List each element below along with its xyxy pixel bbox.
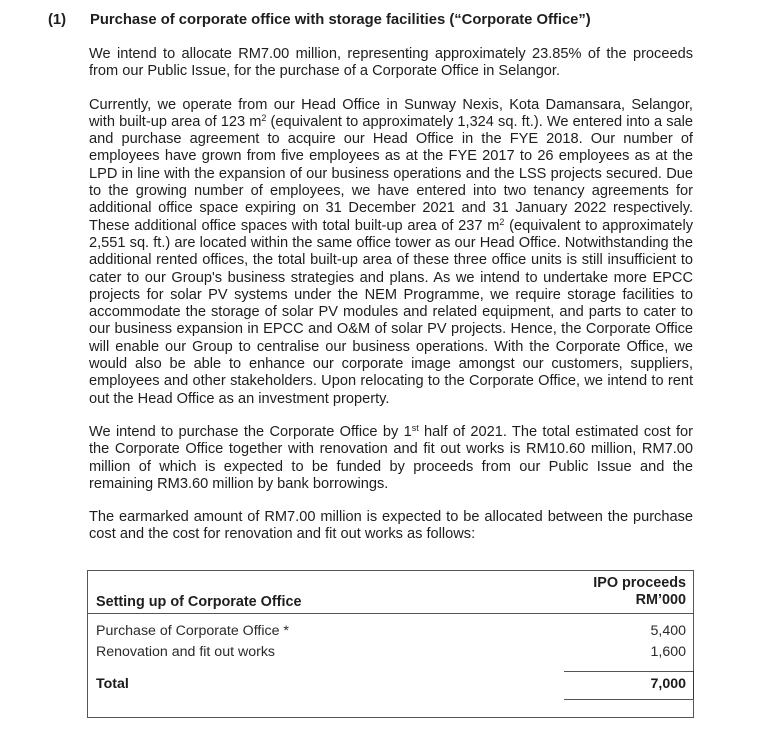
total-bottom-rule: [564, 699, 693, 700]
header-line-2: RM’000: [635, 592, 686, 608]
superscript: 2: [499, 216, 505, 227]
row-label: Renovation and fit out works: [96, 644, 276, 660]
header-divider: [88, 613, 693, 614]
total-top-rule: [564, 671, 693, 672]
paragraph-current-office: [89, 97, 693, 408]
superscript: 2: [261, 112, 267, 123]
paragraph-timeline-cost: [89, 424, 693, 493]
section-number: (1): [48, 12, 67, 28]
total-label: Total: [96, 676, 129, 692]
table-header-amount: [593, 575, 686, 609]
total-side-rule: [693, 671, 694, 699]
total-value: 7,000: [650, 676, 686, 692]
allocation-table: [87, 570, 694, 718]
section-body: [89, 46, 693, 544]
text-span: Currently, we operate from our Head Office in Sunway Nexis, Kota Damansara, Selangor, with built-up area of 123 m: [89, 96, 693, 130]
row-label: Purchase of Corporate Office *: [96, 623, 289, 639]
paragraph-earmarked: The earmarked amount of RM7.00 million is expected to be allocated between the purchase cost and the cost for renovation and fit out works as follows:: [89, 509, 693, 543]
text-span: We intend to purchase the Corporate Office by 1: [89, 423, 412, 440]
text-span: (equivalent to approximately 2,551 sq. ft.) are located within the same office tower as our Head Office. Notwithstanding the additional rented offices, the total built-up area of these three office units is still insufficient to cater to our Group's business strategies and plans. As we intend to undertake more EPCC projects for solar PV systems under the NEM Programme, we require storage facilities to accommodate the storage of solar PV modules and related equipment, and parts to cater to our business expansion in EPCC and O&M of solar PV projects. Hence, the Corporate Office will enable our Group to centralise our business operations. With the Corporate Office, we would also be able to enhance our corporate image amongst our customers, suppliers, employees and other stakeholders. Upon relocating to the Corporate Office, we intend to rent out the Head Office as an investment property.: [89, 217, 693, 407]
text-span: half of 2021. The total estimated cost for the Corporate Office together with renovation and fit out works is RM10.60 million, RM7.00 million of which is expected to be funded by proceeds from our Public Issue and the remaining RM3.60 million by bank borrowings.: [89, 423, 693, 492]
table-header-description: Setting up of Corporate Office: [96, 594, 302, 610]
text-span: (equivalent to approximately 1,324 sq. ft.). We entered into a sale and purchase agreement to acquire our Head Office in the FYE 2018. Our number of employees have grown from five employees as at the FYE 2017 to 26 employees as at the LPD in line with the expansion of our business operations and the LSS projects secured. Due to the growing number of employees, we have entered into two tenancy agreements for additional office space expiring on 31 December 2021 and 31 January 2022 respectively. These additional office spaces with total built-up area of 237 m: [89, 113, 693, 234]
row-value: 5,400: [650, 623, 686, 639]
section-title: Purchase of corporate office with storage facilities (“Corporate Office”): [90, 12, 591, 28]
row-value: 1,600: [650, 644, 686, 660]
paragraph-allocation: We intend to allocate RM7.00 million, representing approximately 23.85% of the proceeds from our Public Issue, for the purchase of a Corporate Office in Selangor.: [89, 46, 693, 80]
header-line-1: IPO proceeds: [593, 575, 686, 591]
superscript: st: [411, 422, 419, 433]
